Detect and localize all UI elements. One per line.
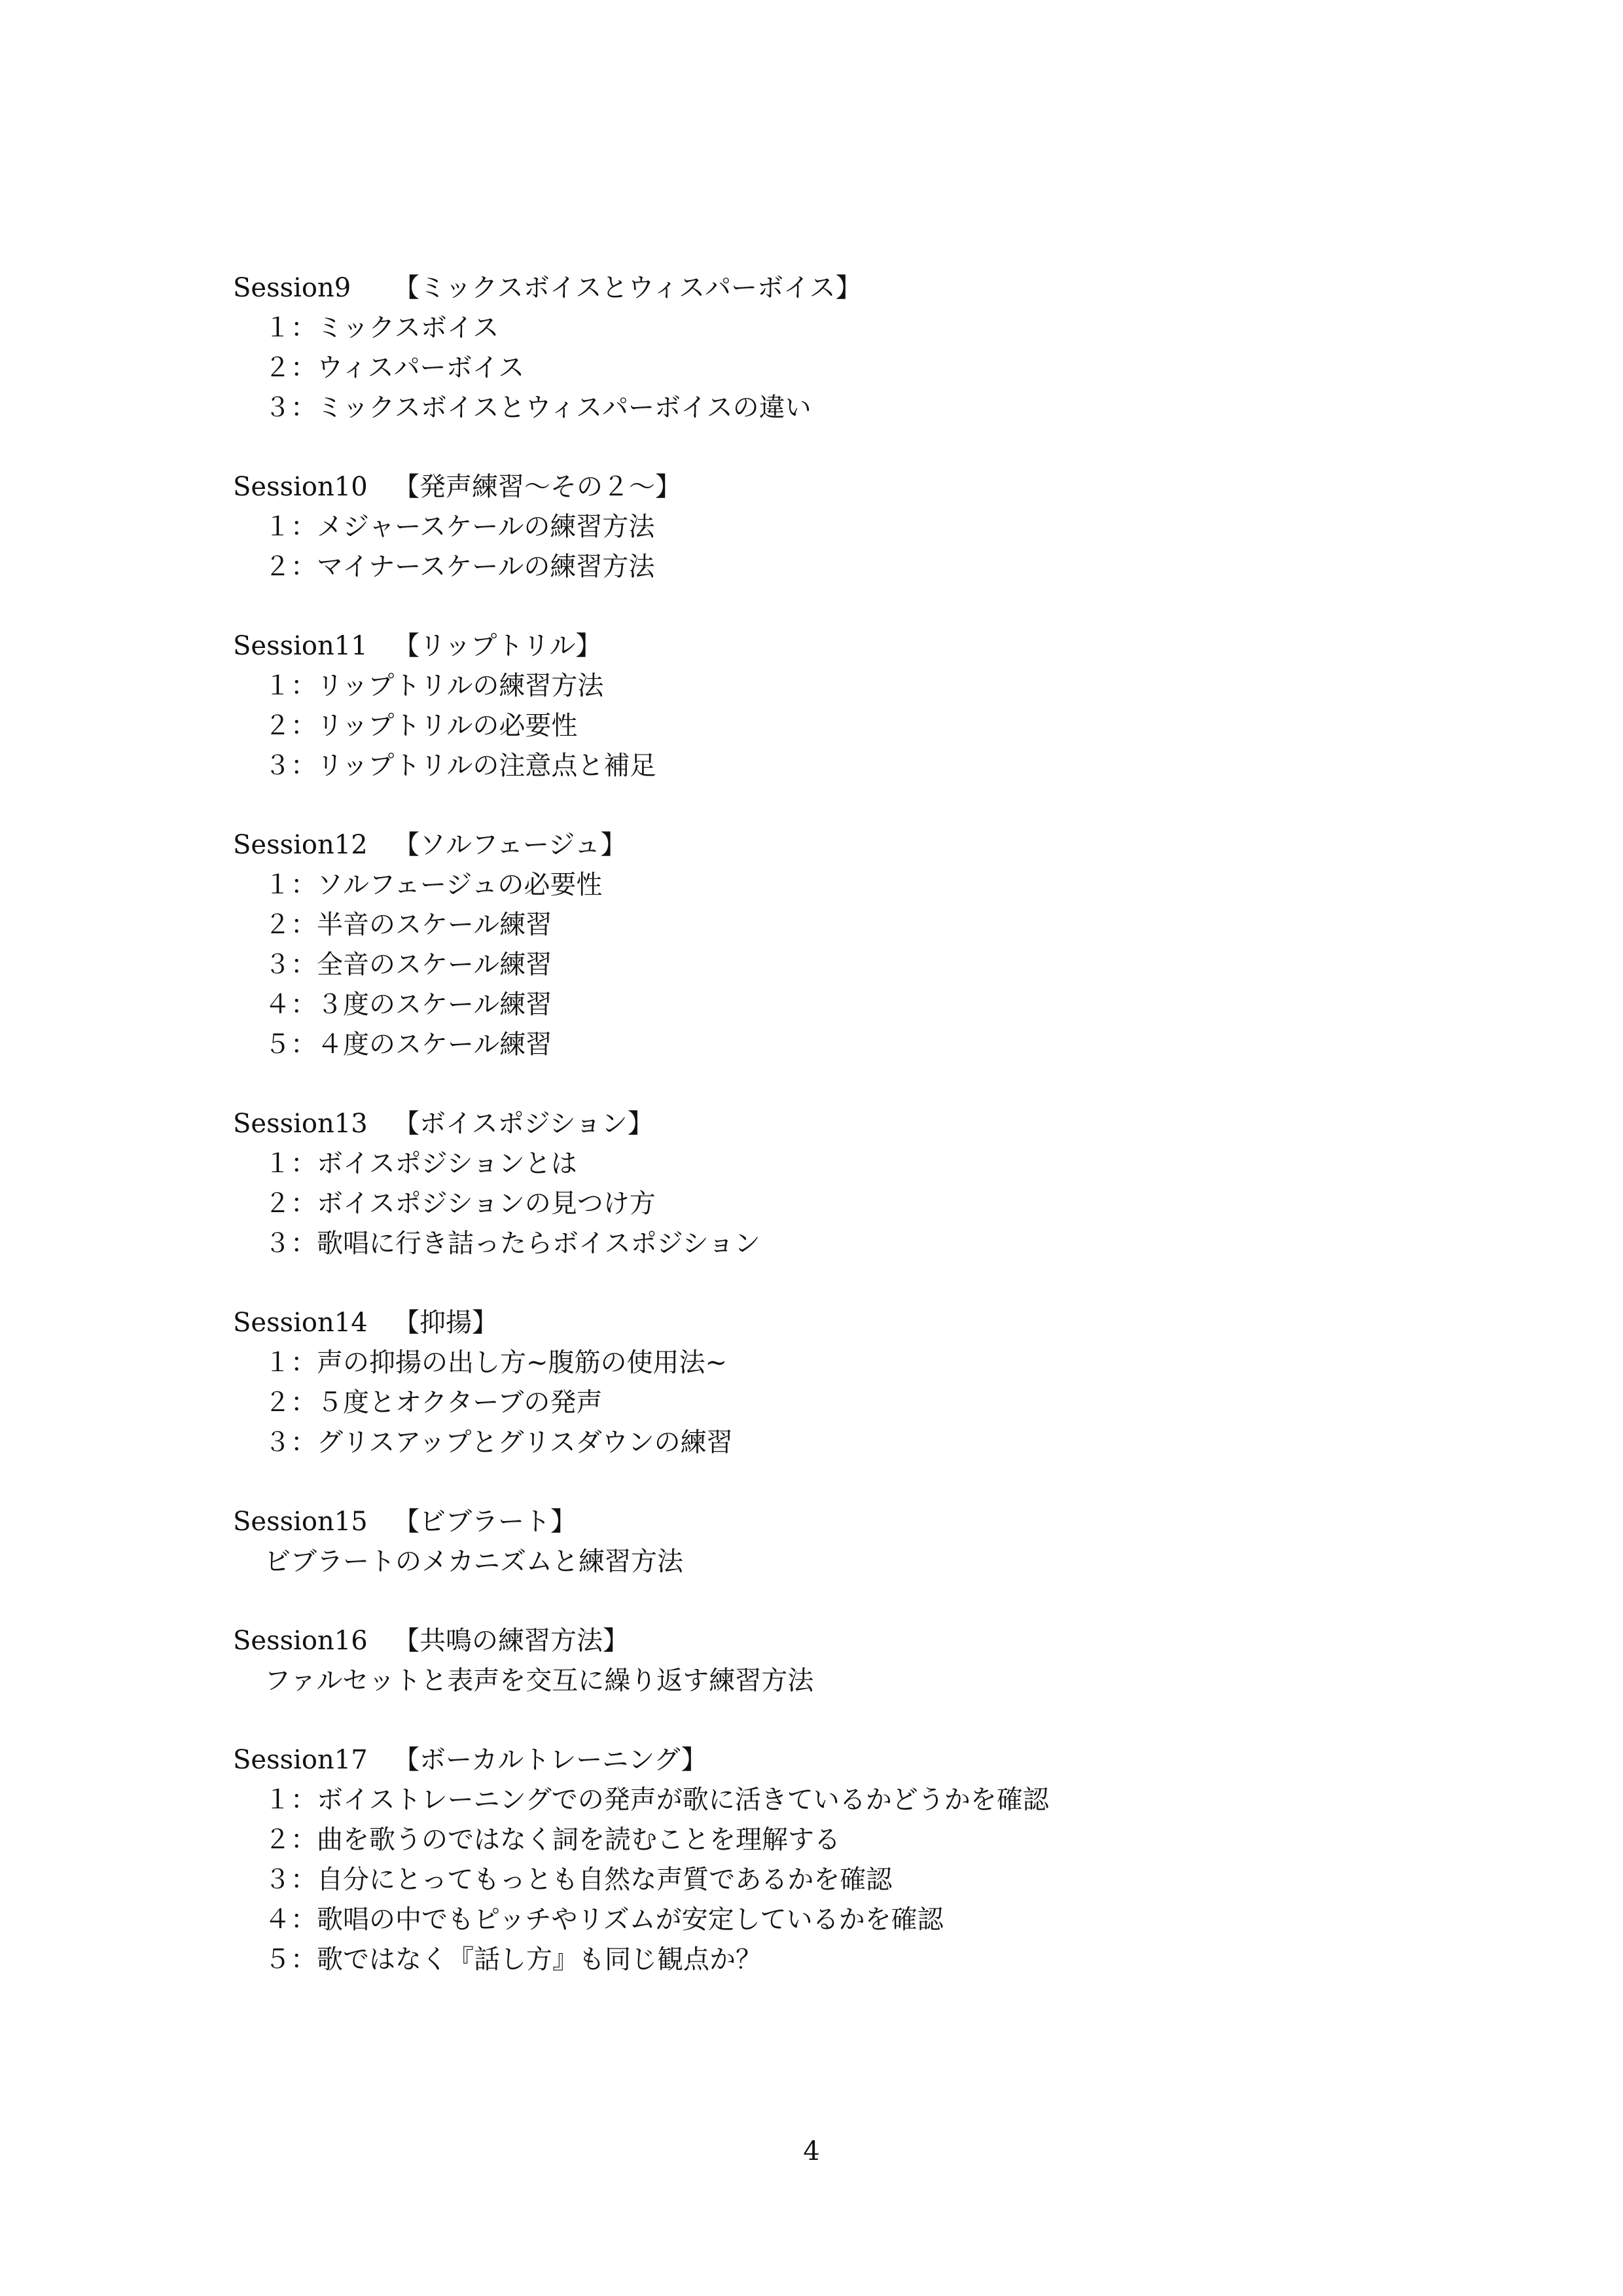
session-item: ファルセットと表声を交互に繰り返す練習方法 — [264, 1666, 814, 1696]
session-label: Session15 — [233, 1507, 368, 1537]
session-heading — [233, 1740, 1476, 1780]
session-item: ２：リップトリルの必要性 — [264, 711, 578, 741]
table-of-contents — [233, 268, 1476, 2019]
session-item: ２：曲を歌うのではなく詞を読むことを理解する — [264, 1825, 840, 1855]
session-heading — [233, 1104, 1476, 1144]
session-heading — [233, 467, 1476, 507]
session-label: Session14 — [233, 1308, 368, 1338]
session-block — [233, 626, 1476, 786]
session-block — [233, 1104, 1476, 1264]
session-item: ３：リップトリルの注意点と補足 — [264, 751, 656, 781]
session-item: １：ボイストレーニングでの発声が歌に活きているかどうかを確認 — [264, 1785, 1049, 1815]
session-item: ３：歌唱に行き詰ったらボイスポジション — [264, 1229, 760, 1259]
session-item: ３：グリスアップとグリスダウンの練習 — [264, 1427, 733, 1458]
session-block — [233, 1303, 1476, 1463]
session-block — [233, 825, 1476, 1065]
session-block — [233, 268, 1476, 428]
session-block — [233, 467, 1476, 587]
session-label: Session12 — [233, 830, 368, 860]
session-label: Session9 — [233, 273, 351, 303]
session-item: ４：３度のスケール練習 — [264, 990, 552, 1020]
session-heading — [233, 1621, 1476, 1661]
session-item: ５：歌ではなく『話し方』も同じ観点か？ — [264, 1945, 762, 1975]
session-heading — [233, 1502, 1476, 1542]
session-title: 【抑揚】 — [393, 1308, 498, 1338]
session-title: 【共鳴の練習方法】 — [393, 1626, 629, 1656]
session-block — [233, 1621, 1476, 1701]
session-heading — [233, 626, 1476, 666]
session-item: １：ミックスボイス — [264, 313, 499, 343]
session-item: ３：ミックスボイスとウィスパーボイスの違い — [264, 393, 812, 423]
session-title: 【発声練習～その２～】 — [393, 472, 681, 502]
session-title: 【ソルフェージュ】 — [393, 830, 627, 860]
session-item: ２：半音のスケール練習 — [264, 910, 552, 940]
session-item: ４：歌唱の中でもピッチやリズムが安定しているかを確認 — [264, 1905, 944, 1935]
session-label: Session13 — [233, 1109, 368, 1139]
session-heading — [233, 268, 1476, 308]
session-item: ３：全音のスケール練習 — [264, 950, 552, 980]
session-label: Session17 — [233, 1745, 368, 1775]
session-title: 【ビブラート】 — [393, 1507, 577, 1537]
session-item: ２：ボイスポジションの見つけ方 — [264, 1189, 656, 1219]
session-item: １：リップトリルの練習方法 — [264, 671, 604, 701]
session-item: １：メジャースケールの練習方法 — [264, 512, 655, 542]
session-block — [233, 1740, 1476, 1980]
session-item: ２：マイナースケールの練習方法 — [264, 552, 655, 582]
session-item: ビブラートのメカニズムと練習方法 — [264, 1547, 683, 1577]
session-item: ２：５度とオクターブの発声 — [264, 1388, 603, 1418]
session-item: ５：４度のスケール練習 — [264, 1030, 552, 1060]
session-title: 【ボーカルトレーニング】 — [393, 1745, 707, 1775]
session-heading — [233, 1303, 1476, 1343]
session-title: 【リップトリル】 — [393, 631, 602, 661]
session-item: ２：ウィスパーボイス — [264, 353, 525, 383]
session-heading — [233, 825, 1476, 865]
page-number: 4 — [803, 2136, 820, 2166]
session-label: Session16 — [233, 1626, 368, 1656]
session-item: １：声の抑揚の出し方~腹筋の使用法~ — [264, 1348, 728, 1378]
session-item: １：ソルフェージュの必要性 — [264, 870, 603, 900]
session-title: 【ボイスポジション】 — [393, 1109, 654, 1139]
session-item: ３：自分にとってもっとも自然な声質であるかを確認 — [264, 1865, 893, 1895]
session-label: Session10 — [233, 472, 368, 502]
session-item: １：ボイスポジションとは — [264, 1149, 577, 1179]
session-title: 【ミックスボイスとウィスパーボイス】 — [393, 273, 862, 303]
session-label: Session11 — [233, 631, 368, 661]
session-block — [233, 1502, 1476, 1582]
